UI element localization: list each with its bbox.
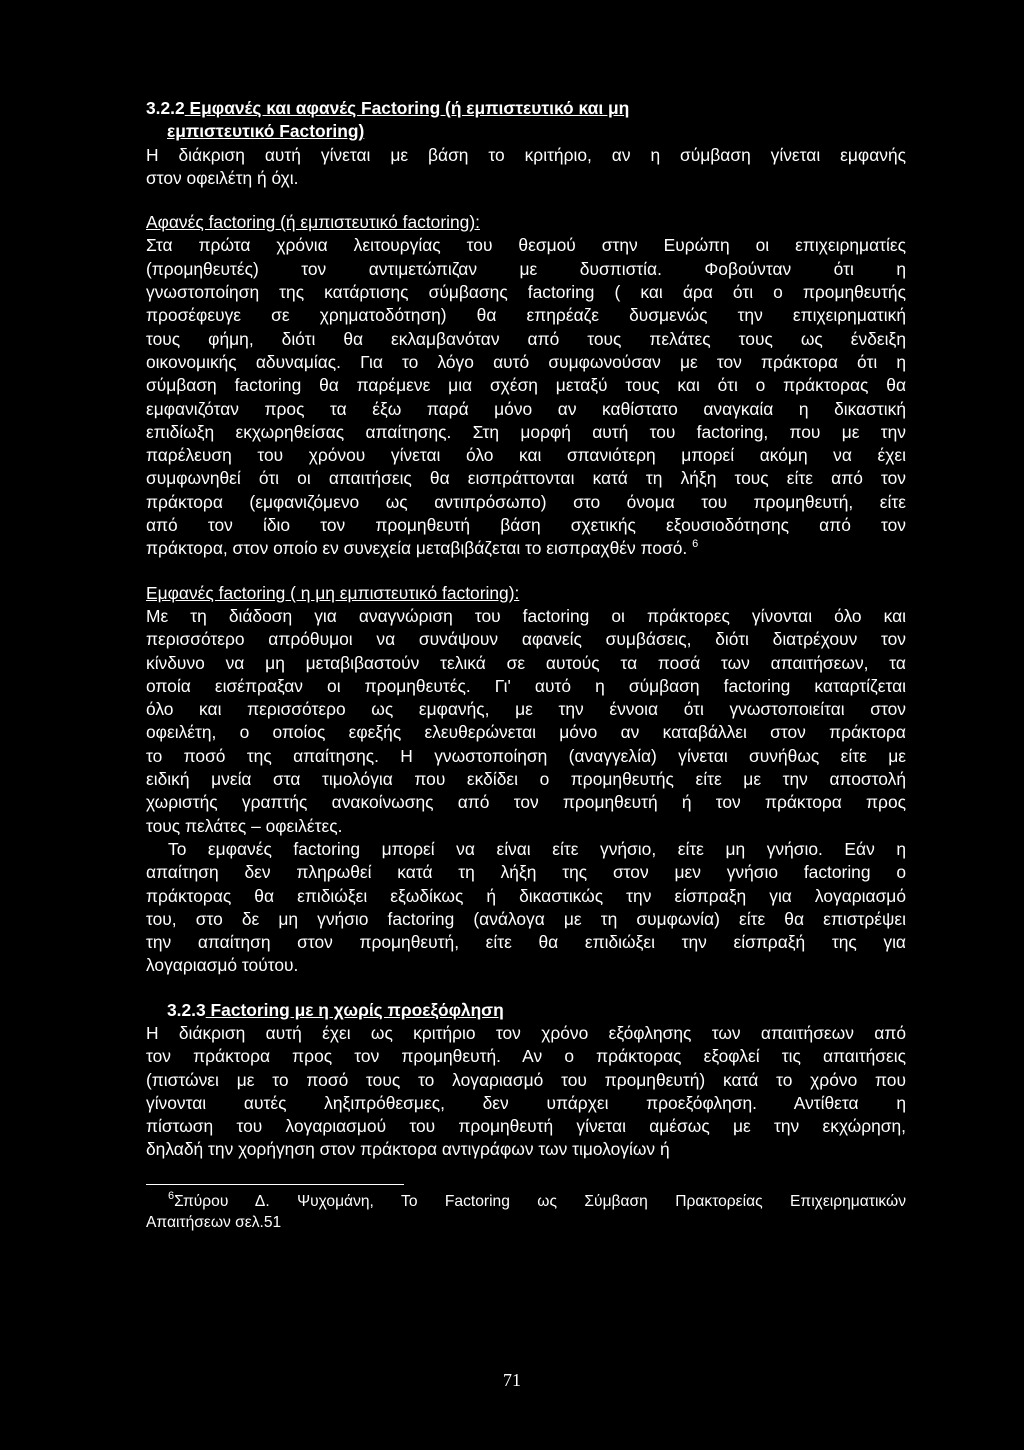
section-322-intro-line: Η διάκριση αυτή γίνεται με βάση το κριτήριο, αν η σύμβαση γίνεται εμφανής <box>146 144 906 165</box>
section-322-heading-cont <box>146 120 906 143</box>
paragraph-text: πράκτορα, στον οποίο εν συνεχεία μεταβιβάζεται το εισπραχθέν ποσό. <box>146 538 688 559</box>
paragraph-line: πράκτορα (εμφανιζόμενο ως αντιπρόσωπο) στο όνομα του προμηθευτή, είτε <box>146 491 906 512</box>
section-322-heading <box>146 97 906 120</box>
paragraph-line: απαίτηση δεν πληρωθεί κατά τη λήξη της στον μεν γνήσιο factoring ο <box>146 862 906 883</box>
hidden-factoring-title: Αφανές factoring (ή εμπιστευτικό factoring): <box>146 212 480 233</box>
paragraph-line: προσέφευγε σε χρηματοδότηση) θα επηρέαζε δυσμενώς την επιχειρηματική <box>146 305 906 326</box>
section-322-intro-line: στον οφειλέτη ή όχι. <box>146 167 299 188</box>
visible-factoring-heading <box>146 582 906 605</box>
section-322-number: 3.2.2 <box>146 98 185 118</box>
paragraph-line: πράκτορας θα επιδιώξει εξωδίκως ή δικαστικώς την είσπραξη για λογαριασμό <box>146 885 906 906</box>
hidden-factoring-heading <box>146 211 906 234</box>
paragraph-line: όλο και περισσότερο ως εμφανής, με την έννοια ότι γνωστοποιείται στον <box>146 699 906 720</box>
paragraph-line: από τον ίδιο τον προμηθευτή βάση σχετικής εξουσιοδότησης από τον <box>146 515 906 536</box>
paragraph-line: περισσότερο απρόθυμοι να συνάψουν αφανείς συμβάσεις, διότι διατρέχουν τον <box>146 629 906 650</box>
paragraph-last-line: δηλαδή την χορήγηση στον πράκτορα αντιγράφων των τιμολογίων ή <box>146 1139 670 1160</box>
paragraph-line: οικονομικής αδυναμίας. Για το λόγο αυτό συμφωνούσαν με τον πράκτορα ότι η <box>146 351 906 372</box>
footnote-line <box>146 1191 906 1212</box>
paragraph-line: του, στο δε μη γνήσιο factoring (ανάλογα με τη συμφωνία) είτε θα επιστρέψει <box>146 908 906 929</box>
section-323-heading <box>146 999 906 1022</box>
section-323-number: 3.2.3 <box>167 999 206 1020</box>
paragraph-line: γνωστοποίηση της κατάρτισης σύμβασης factoring ( και άρα ότι ο προμηθευτής <box>146 282 906 303</box>
footnote-marker: 6 <box>168 1189 175 1202</box>
section-322-title-line2: εμπιστευτικό Factoring) <box>167 121 365 142</box>
document-page <box>146 97 906 1233</box>
section-323-title: Factoring με η χωρίς προεξόφληση <box>205 999 504 1020</box>
paragraph-line: γίνονται αυτές ληξιπρόθεσμες, δεν υπάρχει προεξόφληση. Αντίθετα η <box>146 1092 906 1113</box>
paragraph-line: χωριστής γραπτής ανακοίνωσης από τον προμηθευτή ή τον πράκτορα προς <box>146 792 906 813</box>
paragraph-line: τον πράκτορα προς τον προμηθευτή. Αν ο πράκτορας εξοφλεί τις απαιτήσεις <box>146 1046 906 1067</box>
paragraph-line: σύμβαση factoring θα παρέμενε μια σχέση μεταξύ τους και ότι ο πράκτορας θα <box>146 375 906 396</box>
visible-factoring-title: Εμφανές factoring ( η μη εμπιστευτικό factoring): <box>146 582 520 603</box>
footnote-divider <box>146 1184 404 1185</box>
paragraph-line: επιδίωξη εκχωρηθείσας απαίτησης. Στη μορφή αυτή του factoring, που με την <box>146 421 906 442</box>
paragraph-line: (προμηθευτές) τον αντιμετώπιζαν με δυσπιστία. Φοβούνταν ότι η <box>146 258 906 279</box>
paragraph-last-line: τους πελάτες – οφειλέτες. <box>146 815 343 836</box>
paragraph-line: το ποσό της απαίτησης. Η γνωστοποίηση (αναγγελία) γίνεται συνήθως είτε με <box>146 745 906 766</box>
paragraph-line: οποία εισέπραξαν οι προμηθευτές. Γι' αυτό η σύμβαση factoring καταρτίζεται <box>146 675 906 696</box>
paragraph-line: παρέλευση του χρόνου γίνεται όλο και σπανιότερη μπορεί ακόμη να έχει <box>146 445 906 466</box>
paragraph-line: οφειλέτη, ο οποίος εφεξής ελευθερώνεται μόνο αν καταβάλλει στον πράκτορα <box>146 722 906 743</box>
footnote <box>146 1191 906 1233</box>
footnote-text: Σπύρου Δ. Ψυχομάνη, Το Factoring ως Σύμβαση Πρακτορείας Επιχειρηματικών <box>174 1192 906 1210</box>
paragraph-line: συμφωνηθεί ότι οι απαιτήσεις θα εισπράττονται κατά τη λήξη τους είτε από τον <box>146 468 906 489</box>
paragraph-line: εμφανιζόταν προς τα έξω παρά μόνο αν καθίστατο αναγκαία η δικαστική <box>146 398 906 419</box>
paragraph-last-line <box>146 537 906 560</box>
paragraph-line: κίνδυνο να μη μεταβιβαστούν τελικά σε αυτούς τα ποσά των απαιτήσεων, τα <box>146 652 906 673</box>
paragraph-line: την απαίτηση στον προμηθευτή, είτε θα επιδιώξει την είσπραξή της για <box>146 932 906 953</box>
paragraph-line: πίστωση του λογαριασμού του προμηθευτή γίνεται αμέσως με την εκχώρηση, <box>146 1116 906 1137</box>
paragraph-last-line: λογαριασμό τούτου. <box>146 955 299 976</box>
paragraph-line: ειδική μνεία στα τιμολόγια που εκδίδει ο προμηθευτής είτε με την αποστολή <box>146 769 906 790</box>
paragraph-line: Η διάκριση αυτή έχει ως κριτήριο τον χρόνο εξόφλησης των απαιτήσεων από <box>146 1022 906 1043</box>
page-number: 71 <box>503 1370 521 1390</box>
footnote-line: Απαιτήσεων σελ.51 <box>146 1213 282 1231</box>
paragraph-first-line: Το εμφανές factoring μπορεί να είναι είτε γνήσιο, είτε μη γνήσιο. Εάν η <box>168 838 906 859</box>
paragraph-line: (πιστώνει με το ποσό τους το λογαριασμό του προμηθευτή) κατά το χρόνο που <box>146 1069 906 1090</box>
paragraph-line: Στα πρώτα χρόνια λειτουργίας του θεσμού στην Ευρώπη οι επιχειρηματίες <box>146 235 906 256</box>
paragraph-line: τους φήμη, διότι θα εκλαμβανόταν από τους πελάτες τους ως ένδειξη <box>146 328 906 349</box>
paragraph-line: Με τη διάδοση για αναγνώριση του factoring οι πράκτορες γίνονται όλο και <box>146 605 906 626</box>
footnote-reference[interactable]: 6 <box>692 538 699 551</box>
section-322-title-line1: Εμφανές και αφανές Factoring (ή εμπιστευτικό και μη <box>184 98 630 118</box>
